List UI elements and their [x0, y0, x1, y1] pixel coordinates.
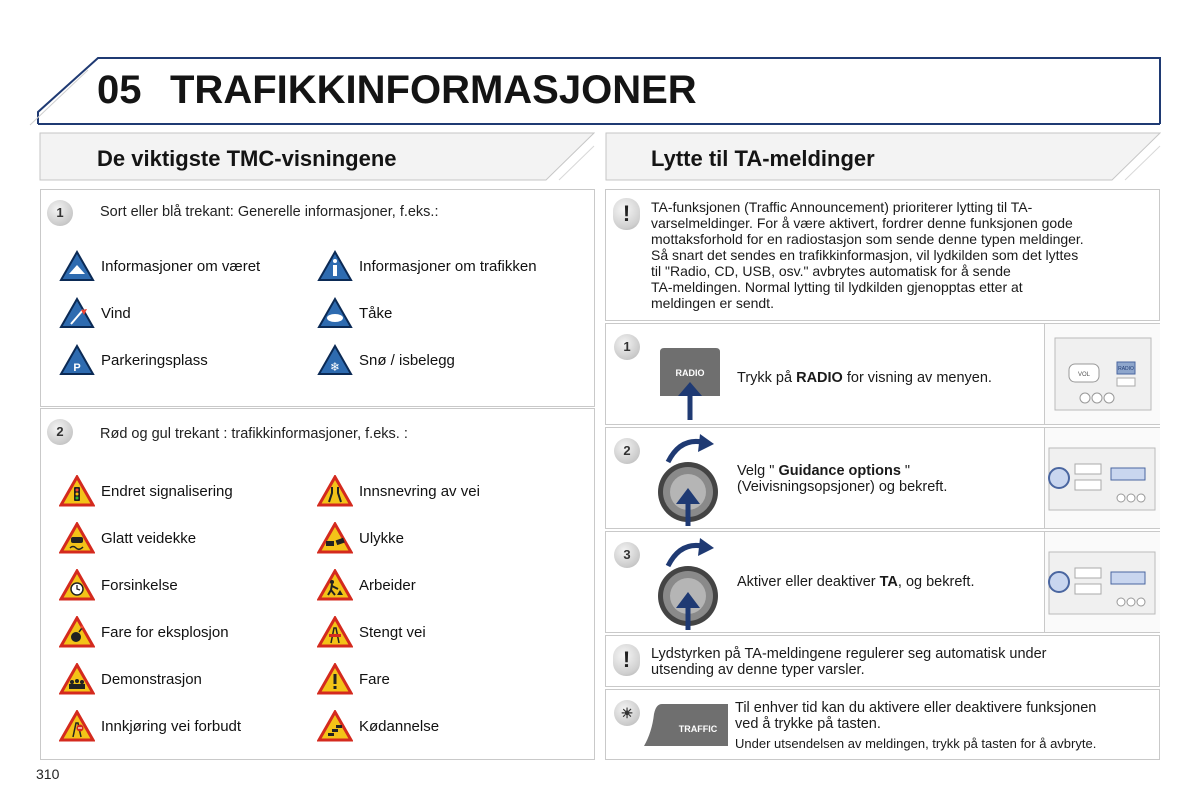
general-info-box — [40, 189, 595, 407]
step-badge: 2 — [47, 419, 73, 445]
sign-item — [317, 569, 416, 601]
radio-panel-thumbnail — [1044, 324, 1160, 424]
text-line: varselmeldinger. For å være aktivert, fordrer denne funksjonen gode — [651, 215, 1073, 231]
text-line: Til enhver tid kan du aktivere eller deaktivere funksjonen — [735, 700, 1097, 716]
no-entry-sign-icon — [59, 710, 95, 742]
sign-label: Innsnevring av vei — [359, 482, 480, 500]
sign-item — [317, 522, 404, 554]
section-intro: Sort eller blå trekant: Generelle informasjoner, f.eks.: — [100, 204, 439, 220]
svg-text:❄: ❄ — [329, 360, 341, 374]
road-closed-sign-icon — [317, 616, 353, 648]
step-badge: 2 — [614, 438, 640, 464]
sign-item — [59, 663, 202, 695]
left-section-heading: De viktigste TMC-visningene — [97, 146, 397, 171]
sign-item — [59, 710, 241, 742]
sign-item — [317, 616, 426, 648]
text-line: Under utsendelsen av meldingen, trykk på tasten for å avbryte. — [735, 736, 1097, 751]
right-section-heading: Lytte til TA-meldinger — [651, 146, 875, 171]
weather-sign-icon — [59, 250, 95, 282]
rotary-knob-icon — [654, 432, 724, 528]
explosion-sign-icon — [59, 616, 95, 648]
sign-item — [59, 475, 233, 507]
volume-note — [605, 635, 1160, 687]
text-line: mottaksforhold for en radiostasjon som sende denne typen meldinger. — [651, 231, 1084, 247]
sign-label: Informasjoner om været — [101, 257, 261, 275]
radio-key-icon — [656, 344, 726, 424]
step-badge: 1 — [47, 200, 73, 226]
left-section-tab — [39, 132, 595, 181]
step-instruction — [737, 370, 992, 386]
sign-label: Vind — [101, 304, 131, 322]
text-line: ved å trykke på tasten. — [735, 716, 881, 732]
warning-icon: ! — [613, 198, 640, 230]
sign-item — [317, 297, 392, 329]
slippery-road-sign-icon — [59, 522, 95, 554]
signal-change-sign-icon — [59, 475, 95, 507]
sign-label: Fare for eksplosjon — [101, 623, 229, 641]
sign-item — [59, 616, 229, 648]
section-intro: Rød og gul trekant : trafikkinformasjoner, f.eks. : — [100, 426, 408, 442]
text-line: Lydstyrken på TA-meldingene regulerer seg automatisk under — [651, 646, 1047, 662]
text-part: for visning av menyen. — [842, 370, 992, 386]
sign-item — [59, 297, 131, 329]
vol-label: VOL — [1077, 372, 1091, 378]
text-part: " — [900, 463, 911, 479]
sign-label: Tåke — [359, 304, 393, 322]
traffic-key-icon — [642, 702, 730, 748]
step-badge: 1 — [614, 334, 640, 360]
demonstration-sign-icon — [59, 663, 95, 695]
tip-icon: ☀ — [614, 700, 640, 726]
page-number: 310 — [36, 766, 60, 782]
sign-item — [317, 344, 455, 376]
parking-sign-icon — [59, 344, 95, 376]
step-badge: 3 — [614, 542, 640, 568]
accident-sign-icon — [317, 522, 353, 554]
text-line: til "Radio, CD, USB, osv." avbrytes automatisk for å sende — [651, 263, 1011, 279]
fog-sign-icon — [317, 297, 353, 329]
text-line: meldingen er sendt. — [651, 295, 774, 311]
knob-panel-thumbnail — [1044, 428, 1160, 528]
radio-key-label: RADIO — [675, 368, 705, 378]
right-section-tab — [605, 132, 1161, 181]
snow-sign-icon — [317, 344, 353, 376]
sign-item — [317, 663, 390, 695]
sign-label: Forsinkelse — [101, 576, 178, 594]
traffic-key-box — [605, 689, 1160, 760]
text-line: utsending av denne typer varsler. — [651, 662, 865, 678]
traffic-info-box — [40, 408, 595, 760]
text-part: Velg " — [737, 463, 779, 479]
text-line: TA-meldingen. Normal lytting til lydkilden gjenopptas etter at — [651, 279, 1023, 295]
sign-item — [59, 250, 260, 282]
wind-sign-icon — [59, 297, 95, 329]
delay-sign-icon — [59, 569, 95, 601]
sign-label: Parkeringsplass — [101, 351, 208, 369]
sign-item — [317, 475, 480, 507]
text-bold: Guidance options — [778, 463, 901, 479]
ta-info-note — [605, 189, 1160, 321]
step-instruction — [737, 463, 947, 495]
sign-item — [317, 710, 439, 742]
sign-label: Endret signalisering — [101, 482, 233, 500]
radio-button-label: RADIO — [1118, 366, 1134, 372]
step-row-3 — [605, 531, 1160, 633]
info-sign-icon — [317, 250, 353, 282]
danger-sign-icon — [317, 663, 353, 695]
sign-label: Snø / isbelegg — [359, 351, 455, 369]
text-bold: RADIO — [796, 370, 843, 386]
ta-description — [651, 199, 1156, 311]
traffic-description — [735, 700, 1155, 752]
step-instruction — [737, 574, 974, 590]
svg-text:P: P — [73, 362, 81, 374]
sign-item — [59, 344, 208, 376]
text-line: (Veivisningsopsjoner) og bekreft. — [737, 479, 948, 495]
sign-item — [317, 250, 537, 282]
knob-panel-thumbnail — [1044, 532, 1160, 632]
sign-label: Ulykke — [359, 529, 405, 547]
page-title: TRAFIKKINFORMASJONER — [170, 68, 697, 112]
text-bold: TA — [879, 574, 898, 590]
text-part: , og bekreft. — [897, 574, 975, 590]
rotary-knob-icon — [654, 536, 724, 632]
sign-item — [59, 569, 178, 601]
text-line: Så snart det sendes en trafikkinformasjon, vil lydkilden som det lyttes — [651, 247, 1079, 263]
text-part: Trykk på — [737, 370, 797, 386]
sign-label: Fare — [359, 670, 390, 688]
chapter-number: 05 — [97, 68, 142, 112]
roadworks-sign-icon — [317, 569, 353, 601]
warning-icon: ! — [613, 644, 640, 676]
sign-label: Stengt vei — [359, 623, 426, 641]
sign-label: Informasjoner om trafikken — [359, 257, 537, 275]
step-row-2 — [605, 427, 1160, 529]
text-part: Aktiver eller deaktiver — [737, 574, 880, 590]
step-row-1 — [605, 323, 1160, 425]
volume-description — [651, 646, 1156, 678]
sign-label: Kødannelse — [359, 717, 440, 735]
sign-label: Glatt veidekke — [101, 529, 197, 547]
text-line: TA-funksjonen (Traffic Announcement) prioriterer lytting til TA- — [651, 199, 1033, 215]
traffic-key-label: TRAFFIC — [678, 724, 718, 734]
sign-label: Innkjøring vei forbudt — [101, 717, 242, 735]
queue-sign-icon — [317, 710, 353, 742]
sign-label: Arbeider — [359, 576, 416, 594]
sign-label: Demonstrasjon — [101, 670, 202, 688]
road-narrows-sign-icon — [317, 475, 353, 507]
sign-item — [59, 522, 196, 554]
